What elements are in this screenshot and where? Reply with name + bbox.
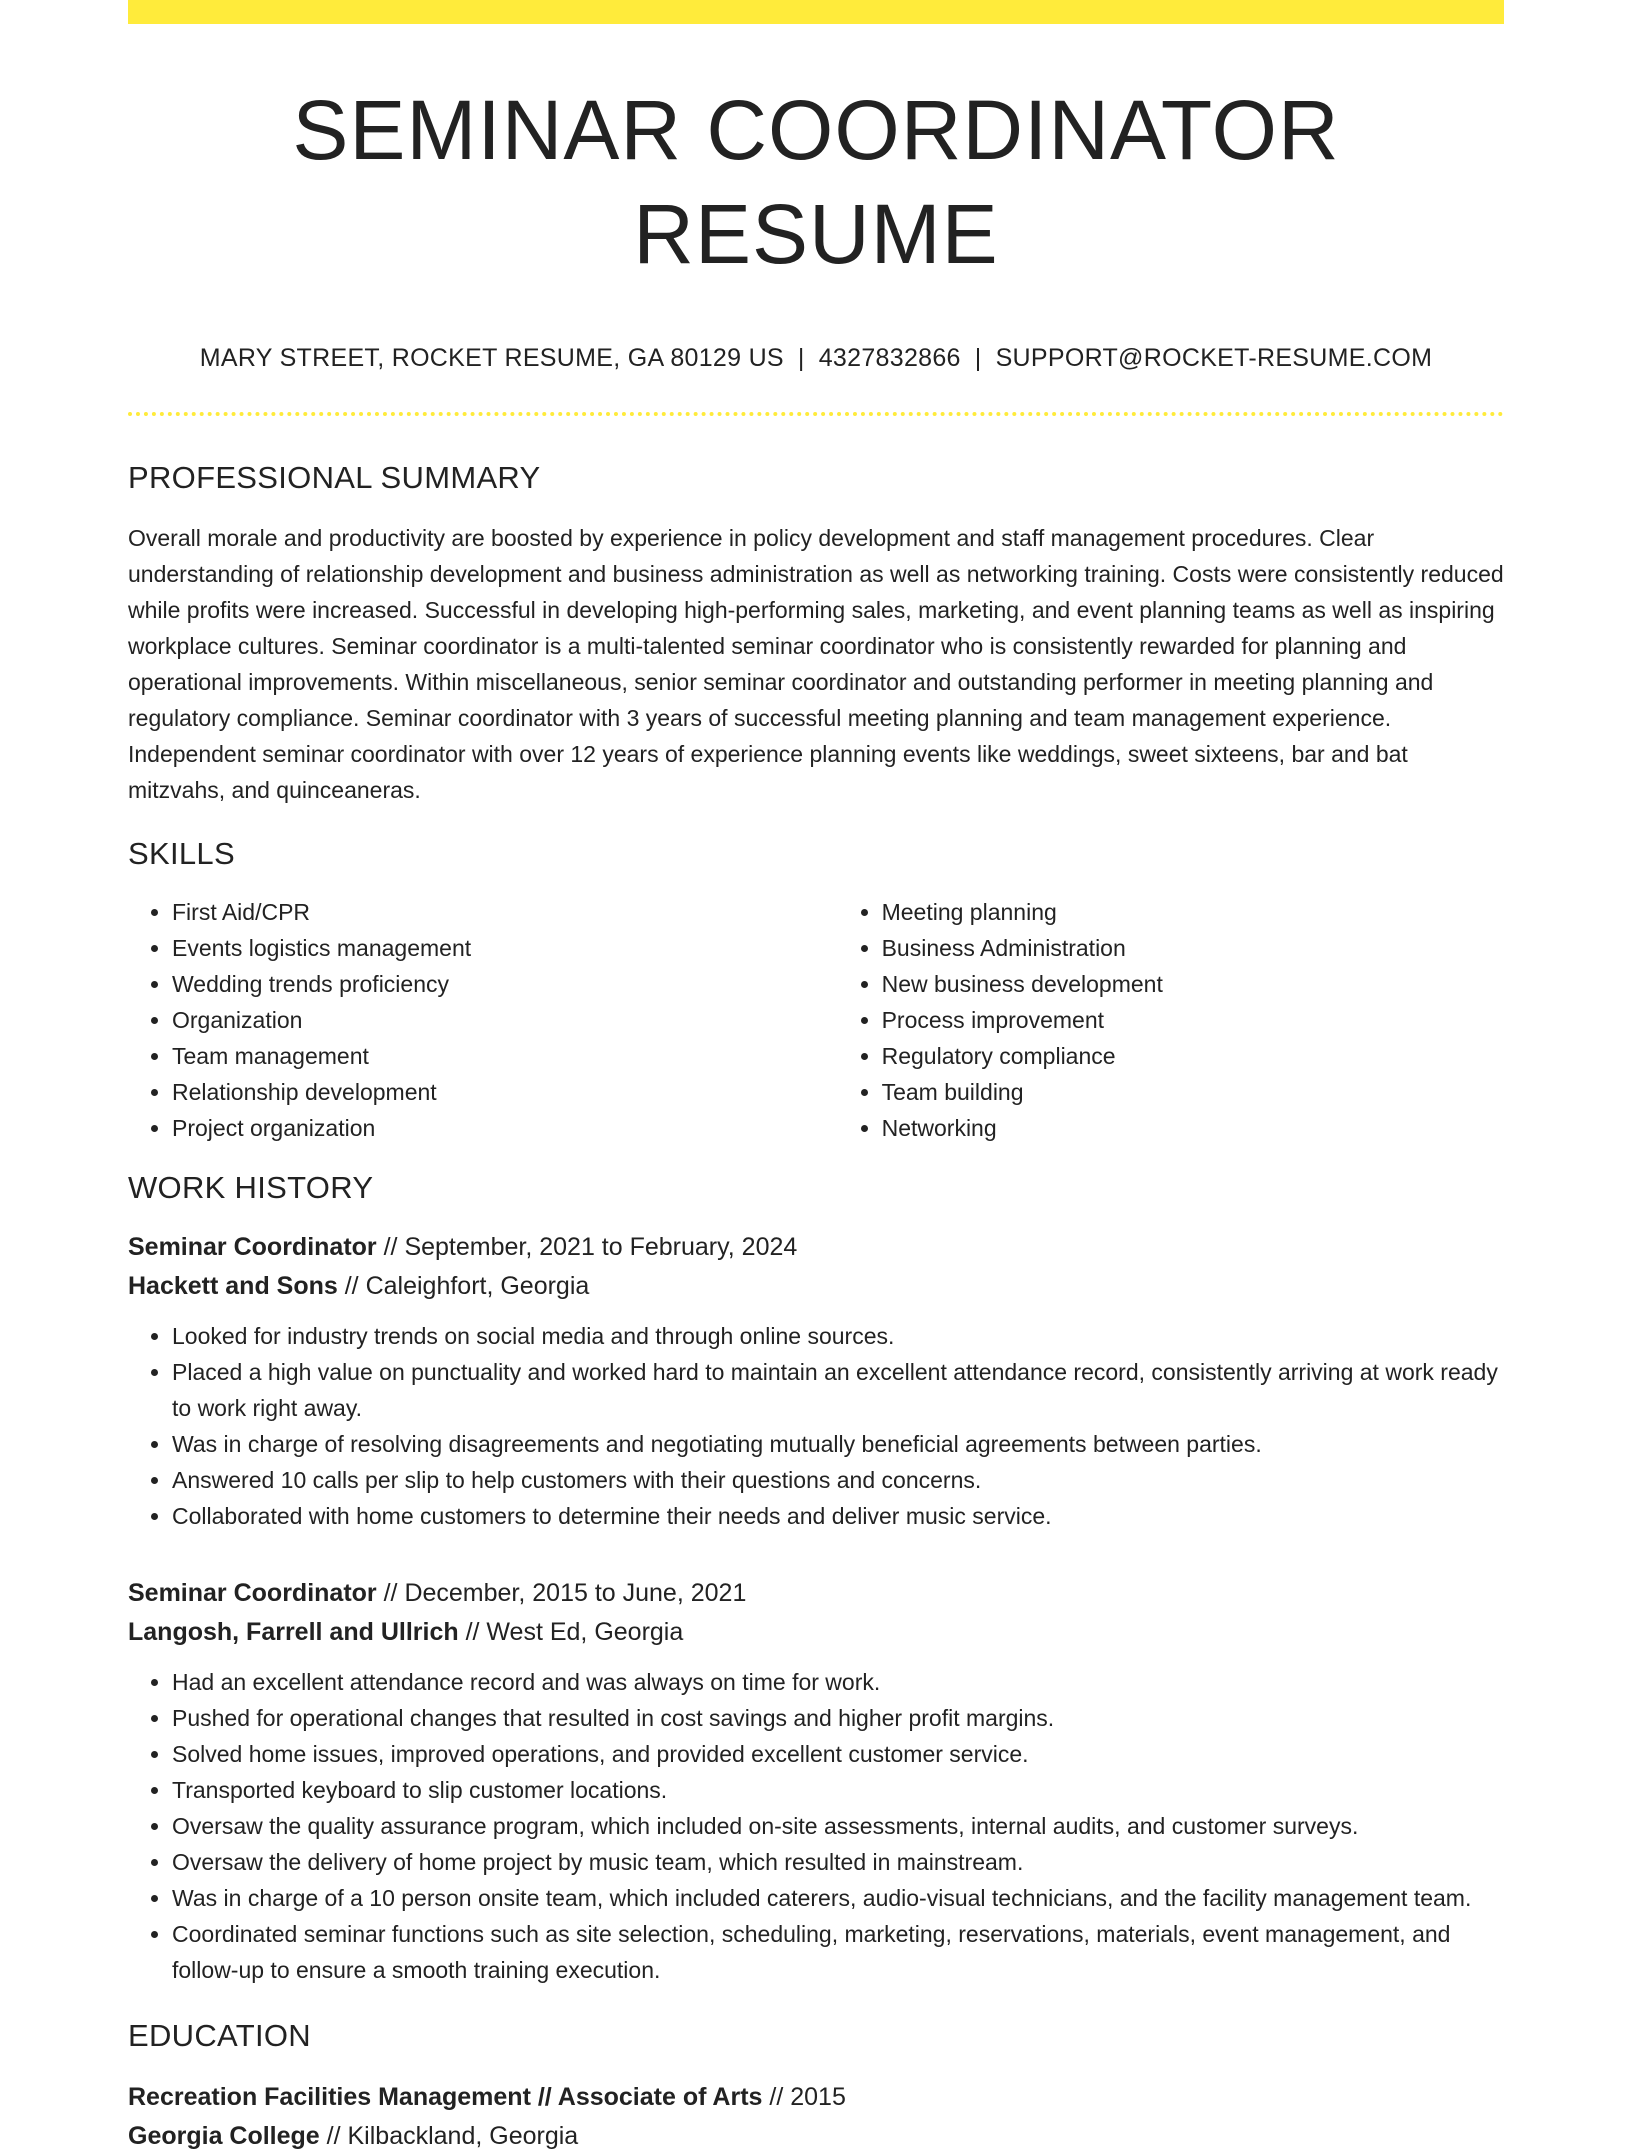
job-company-line bbox=[128, 1613, 1504, 1652]
skill-item: • Relationship development bbox=[172, 1074, 838, 1110]
job-header bbox=[128, 1228, 1504, 1306]
job-header bbox=[128, 1574, 1504, 1652]
dotted-divider bbox=[128, 412, 1504, 416]
resume-title: SEMINAR COORDINATOR RESUME bbox=[292, 83, 1340, 281]
skills-left-list bbox=[128, 894, 838, 1146]
job-title: Seminar Coordinator bbox=[128, 1233, 377, 1261]
job-bullet: • Collaborated with home customers to determine their needs and deliver music service. bbox=[172, 1498, 1504, 1534]
job-bullet: • Had an excellent attendance record and was always on time for work. bbox=[172, 1664, 1504, 1700]
contact-phone: 4327832866 bbox=[818, 344, 961, 372]
job-title-line bbox=[128, 1228, 1504, 1267]
education-school-line bbox=[128, 2117, 1504, 2156]
job-bullet: • Placed a high value on punctuality and worked hard to maintain an excellent attendance record, consistently arriving at work ready to work right away. bbox=[172, 1354, 1504, 1426]
skill-item: • Team building bbox=[882, 1074, 1504, 1110]
job-bullet: • Answered 10 calls per slip to help customers with their questions and concerns. bbox=[172, 1462, 1504, 1498]
job-company: Langosh, Farrell and Ullrich bbox=[128, 1618, 459, 1646]
skill-item: • Business Administration bbox=[882, 930, 1504, 966]
job-title-line bbox=[128, 1574, 1504, 1613]
contact-email: SUPPORT@ROCKET-RESUME.COM bbox=[995, 344, 1433, 372]
job-bullet: • Oversaw the quality assurance program, which included on-site assessments, internal audits, and customer surveys. bbox=[172, 1808, 1504, 1844]
skills-columns bbox=[128, 894, 1504, 1146]
education-heading: EDUCATION bbox=[128, 2018, 311, 2053]
skill-item: • First Aid/CPR bbox=[172, 894, 838, 930]
contact-line bbox=[128, 342, 1504, 374]
education-degree-line bbox=[128, 2078, 1504, 2117]
job-bullet: • Solved home issues, improved operations, and provided excellent customer service. bbox=[172, 1736, 1504, 1772]
education-degree: Recreation Facilities Management // Associate of Arts bbox=[128, 2083, 763, 2111]
contact-separator: | bbox=[797, 344, 805, 372]
job-location: // Caleighfort, Georgia bbox=[337, 1272, 590, 1300]
resume-content bbox=[128, 0, 1504, 2156]
job-dates: // September, 2021 to February, 2024 bbox=[376, 1233, 798, 1261]
skill-item: • Organization bbox=[172, 1002, 838, 1038]
job-company-line bbox=[128, 1267, 1504, 1306]
education-entry bbox=[128, 2078, 1504, 2156]
job-bullet: • Coordinated seminar functions such as site selection, scheduling, marketing, reservations, materials, event management, and follow-up to ensure a smooth training execution. bbox=[172, 1916, 1504, 1988]
job-dates: // December, 2015 to June, 2021 bbox=[376, 1579, 747, 1607]
education-location: // Kilbackland, Georgia bbox=[319, 2122, 579, 2150]
skill-item: • Events logistics management bbox=[172, 930, 838, 966]
summary-heading: PROFESSIONAL SUMMARY bbox=[128, 460, 541, 495]
contact-address: MARY STREET, ROCKET RESUME, GA 80129 US bbox=[199, 344, 784, 372]
job-bullets bbox=[128, 1318, 1504, 1534]
skills-right-list bbox=[838, 894, 1504, 1146]
summary-text: Overall morale and productivity are boosted by experience in policy development and staff management procedures. Clear understanding of relationship development and business administration as well as networking training. Costs were consistently reduced while profits were increased. Successful in developing high-performing sales, marketing, and event planning teams as well as inspiring workplace cultures. Seminar coordinator is a multi-talented seminar coordinator who is consistently rewarded for planning and operational improvements. Within miscellaneous, senior seminar coordinator and outstanding performer in meeting planning and regulatory compliance. Seminar coordinator with 3 years of successful meeting planning and team management experience. Independent seminar coordinator with over 12 years of experience planning events like weddings, sweet sixteens, bar and bat mitzvahs, and quinceaneras. bbox=[128, 525, 1504, 803]
job-bullet: • Oversaw the delivery of home project by music team, which resulted in mainstream. bbox=[172, 1844, 1504, 1880]
job-bullet: • Was in charge of resolving disagreements and negotiating mutually beneficial agreements between parties. bbox=[172, 1426, 1504, 1462]
skill-item: • Team management bbox=[172, 1038, 838, 1074]
skill-item: • Wedding trends proficiency bbox=[172, 966, 838, 1002]
job-location: // West Ed, Georgia bbox=[458, 1618, 684, 1646]
skill-item: • Meeting planning bbox=[882, 894, 1504, 930]
job-bullet: • Looked for industry trends on social media and through online sources. bbox=[172, 1318, 1504, 1354]
skill-item: • New business development bbox=[882, 966, 1504, 1002]
skill-item: • Process improvement bbox=[882, 1002, 1504, 1038]
skill-item: • Networking bbox=[882, 1110, 1504, 1146]
skill-item: • Regulatory compliance bbox=[882, 1038, 1504, 1074]
skills-heading: SKILLS bbox=[128, 836, 235, 871]
job-title: Seminar Coordinator bbox=[128, 1579, 377, 1607]
job-bullet: • Transported keyboard to slip customer locations. bbox=[172, 1772, 1504, 1808]
contact-separator: | bbox=[974, 344, 982, 372]
job-bullet: • Pushed for operational changes that resulted in cost savings and higher profit margins. bbox=[172, 1700, 1504, 1736]
job-bullets bbox=[128, 1664, 1504, 1988]
education-school: Georgia College bbox=[128, 2122, 320, 2150]
education-year: // 2015 bbox=[762, 2083, 846, 2111]
work-history-heading: WORK HISTORY bbox=[128, 1170, 374, 1205]
job-company: Hackett and Sons bbox=[128, 1272, 338, 1300]
skill-item: • Project organization bbox=[172, 1110, 838, 1146]
job-bullet: • Was in charge of a 10 person onsite team, which included caterers, audio-visual technicians, and the facility management team. bbox=[172, 1880, 1504, 1916]
